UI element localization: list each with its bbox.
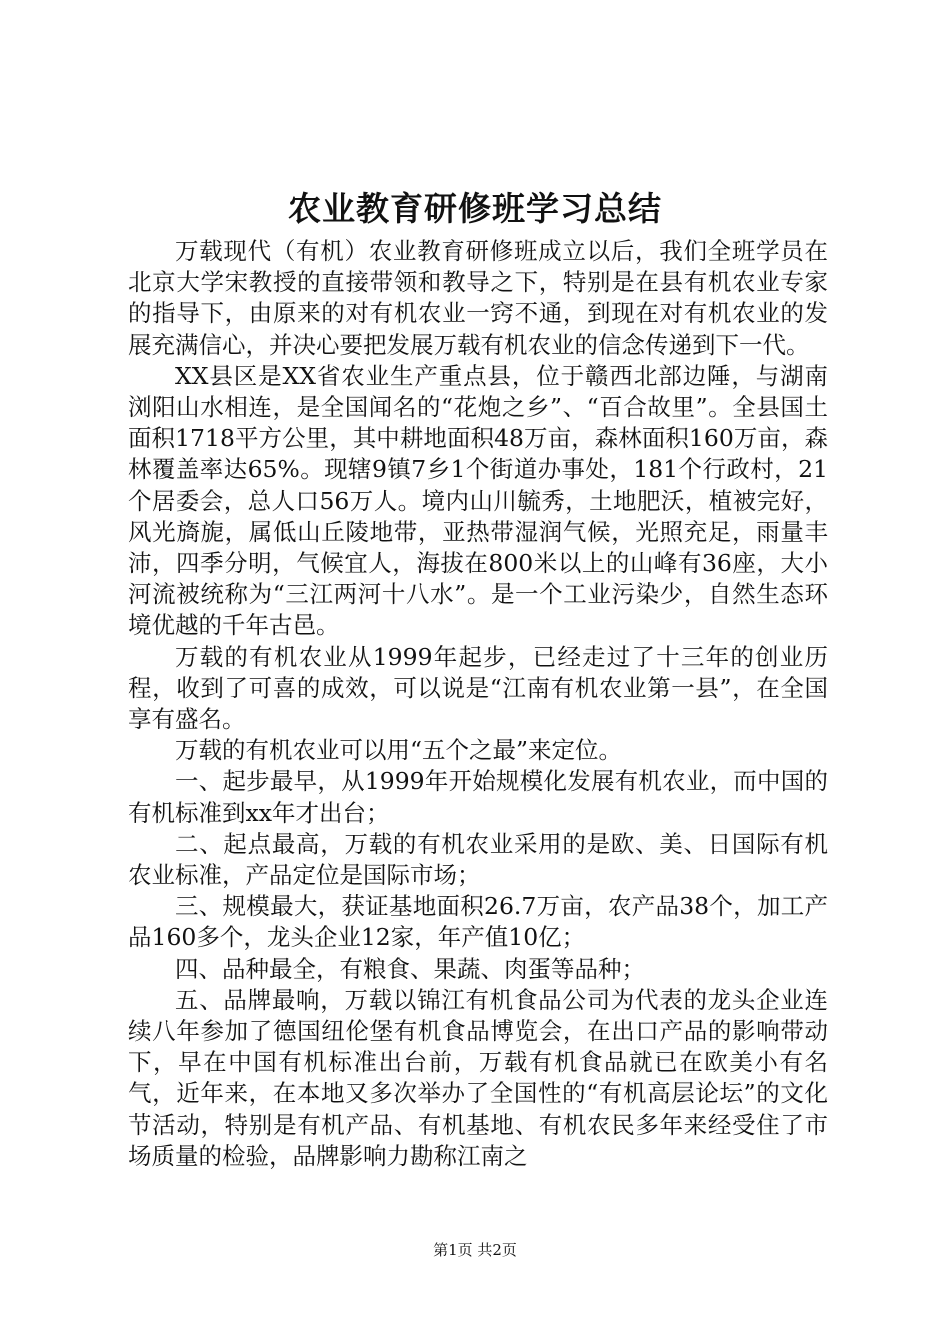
paragraph: 万载的有机农业从1999年起步，已经走过了十三年的创业历程，收到了可喜的成效，可以说是“江南有机农业第一县”，在全国享有盛名。 [128, 642, 828, 734]
page-footer: 第1页 共2页 [433, 1241, 517, 1259]
document-body [128, 236, 828, 1172]
paragraph: 四、品种最全，有粮食、果蔬、肉蛋等品种； [175, 954, 645, 983]
paragraph: 二、起点最高，万载的有机农业采用的是欧、美、日国际有机农业标准，产品定位是国际市场； [128, 829, 828, 890]
paragraph: 万载的有机农业可以用“五个之最”来定位。 [175, 736, 623, 765]
paragraph: XX县区是XX省农业生产重点县，位于赣西北部边陲，与湖南浏阳山水相连，是全国闻名的“花炮之乡”、“百合故里”。全县国土面积1718平方公里，其中耕地面积48万亩，森林面积160万亩，森林覆盖率达65%。现辖9镇7乡1个街道办事处，181个行政村，21个居委会，总人口56万人。境内山川毓秀，土地肥沃，植被完好，风光旖旎，属低山丘陵地带，亚热带湿润气候，光照充足，雨量丰沛，四季分明，气候宜人，海拔在800米以上的山峰有36座，大小河流被统称为“三江两河十八水”。是一个工业污染少，自然生态环境优越的千年古邑。 [128, 361, 828, 640]
document-title: 农业教育研修班学习总结 [288, 189, 662, 228]
paragraph: 五、品牌最响，万载以锦江有机食品公司为代表的龙头企业连续八年参加了德国纽伦堡有机食品博览会，在出口产品的影响带动下，早在中国有机标准出台前，万载有机食品就已在欧美小有名气，近年来，在本地又多次举办了全国性的“有机高层论坛”的文化节活动，特别是有机产品、有机基地、有机农民多年来经受住了市场质量的检验，品牌影响力勘称江南之 [128, 985, 828, 1170]
paragraph: 万载现代（有机）农业教育研修班成立以后，我们全班学员在北京大学宋教授的直接带领和教导之下，特别是在县有机农业专家的指导下，由原来的对有机农业一窍不通，到现在对有机农业的发展充满信心，并决心要把发展万载有机农业的信念传递到下一代。 [128, 237, 828, 359]
paragraph: 三、规模最大，获证基地面积26.7万亩，农产品38个，加工产品160多个，龙头企业12家，年产值10亿； [128, 892, 828, 952]
paragraph: 一、起步最早，从1999年开始规模化发展有机农业，而中国的有机标准到xx年才出台； [128, 767, 828, 827]
